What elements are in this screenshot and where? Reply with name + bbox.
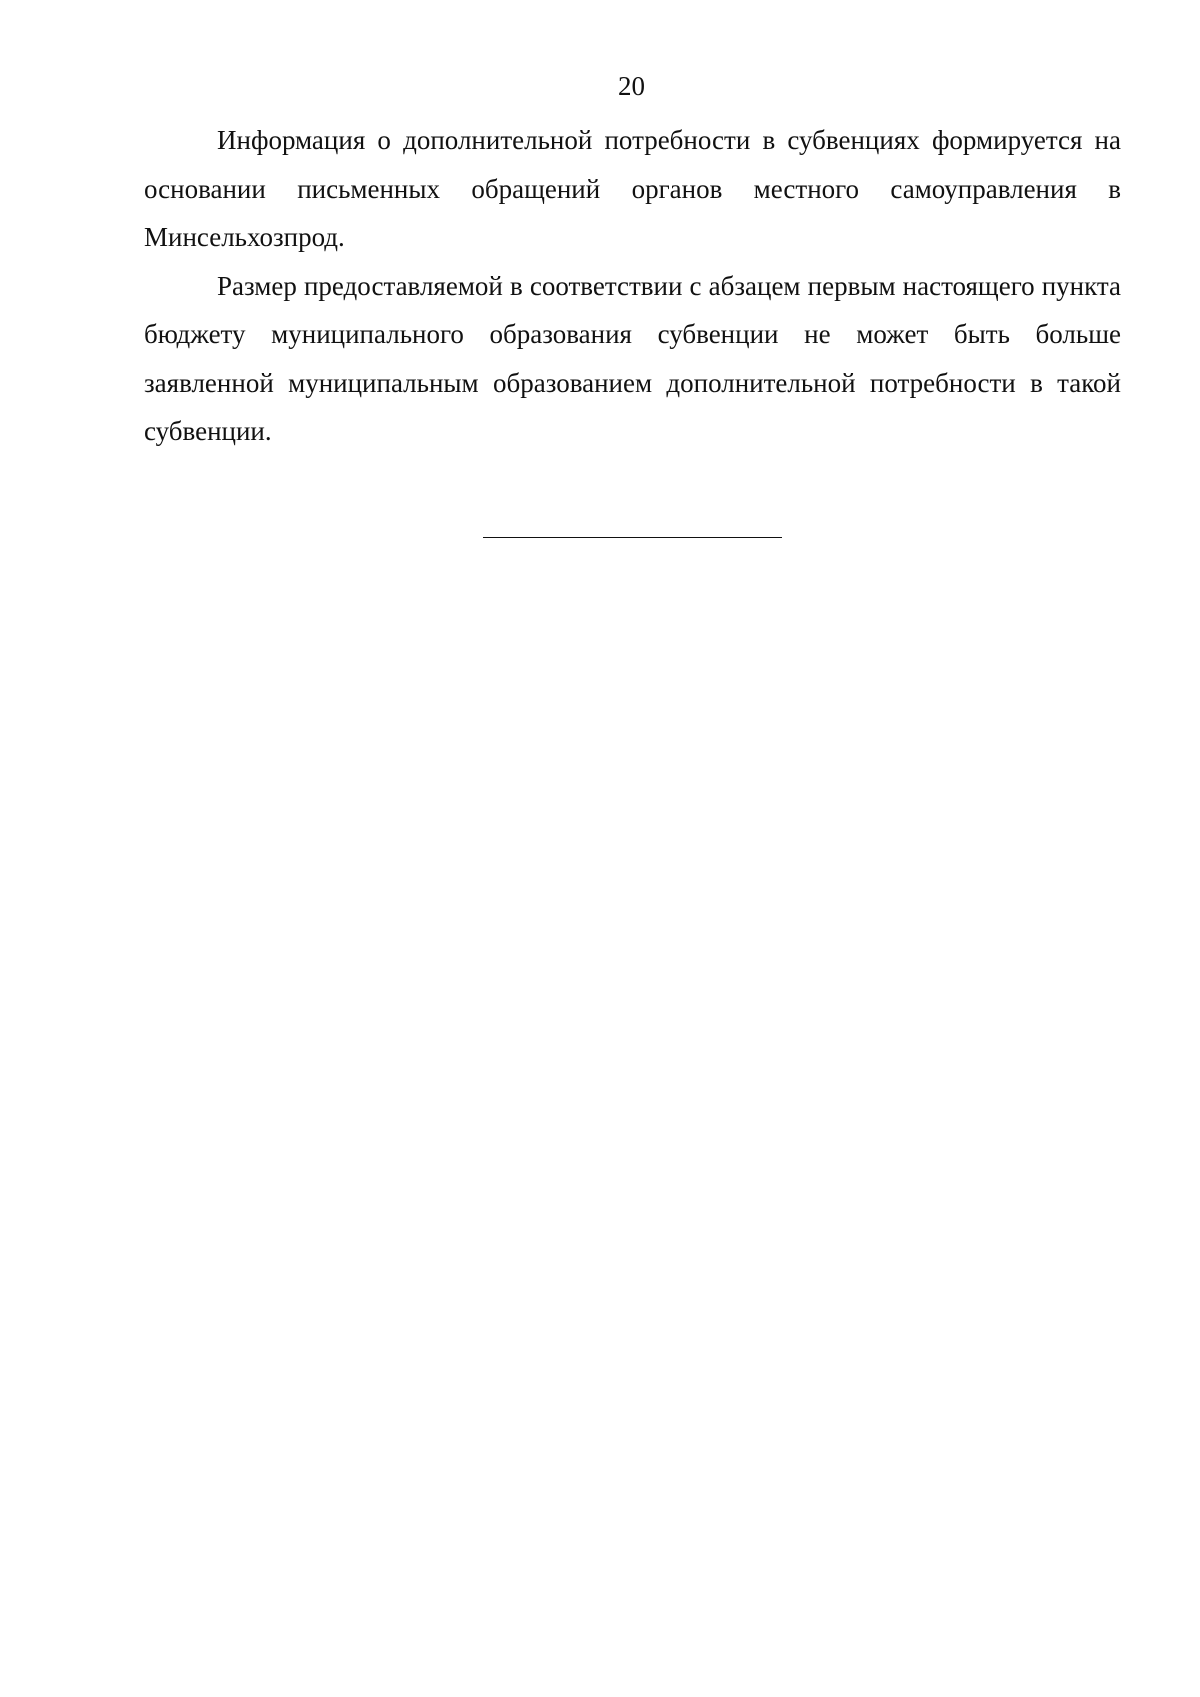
page-number: 20 [618,71,645,101]
document-body [144,116,1121,456]
paragraph-subvention-info: Информация о дополнительной потребности в субвенциях формируется на основании письменных обращений органов местного самоуправления в Минсельхозпрод. [144,125,1121,252]
paragraph-subvention-size: Размер предоставляемой в соответствии с абзацем первым настоящего пункта бюджету муниципального образования субвенции не может быть больше заявленной муниципальным образованием дополнительной потребности в такой субвенции. [144,270,1121,446]
end-of-document-line [483,537,782,538]
